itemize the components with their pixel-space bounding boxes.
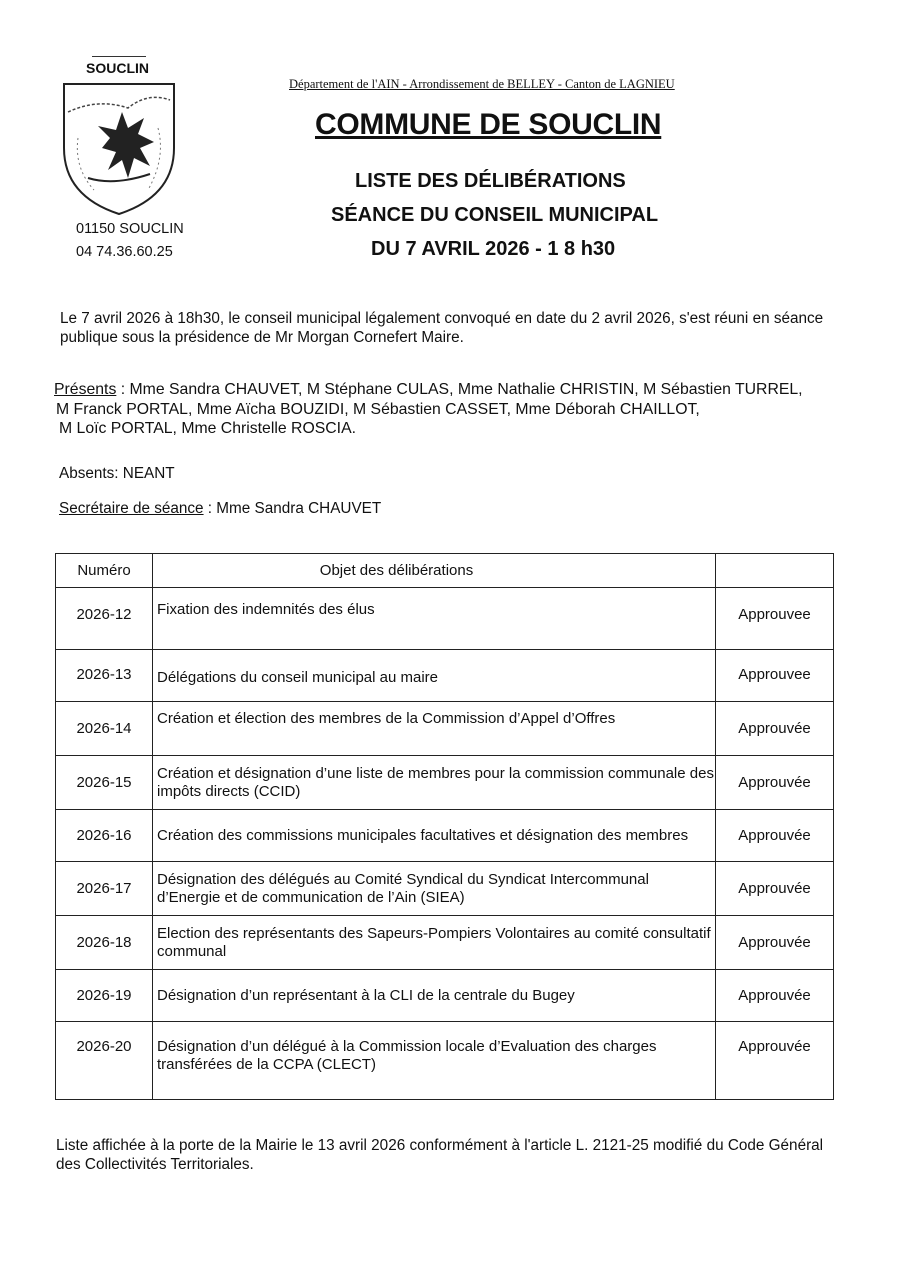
row-number: 2026-16 bbox=[56, 810, 153, 862]
footer-line-2: des Collectivités Territoriales. bbox=[56, 1156, 254, 1173]
footer-line-1: Liste affichée à la porte de la Mairie le 13 avril 2026 conformément à l'article L. 2121-25 modifié du Code Général bbox=[56, 1137, 824, 1154]
table-row bbox=[56, 862, 834, 916]
row-object: Fixation des indemnités des élus bbox=[153, 588, 716, 650]
absents: Absents: NEANT bbox=[59, 465, 175, 482]
subtitle-date: DU 7 AVRIL 2026 - 1 8 h30 bbox=[371, 238, 616, 260]
row-object: Désignation d’un représentant à la CLI de la centrale du Bugey bbox=[153, 970, 716, 1022]
table-row bbox=[56, 756, 834, 810]
row-status: Approuvée bbox=[716, 916, 834, 970]
subtitle-session: SÉANCE DU CONSEIL MUNICIPAL bbox=[331, 204, 659, 226]
secretary-line bbox=[59, 499, 381, 518]
row-object: Création des commissions municipales facultatives et désignation des membres bbox=[153, 810, 716, 862]
row-number: 2026-14 bbox=[56, 702, 153, 756]
phone-number: 04 74.36.60.25 bbox=[76, 244, 173, 260]
row-number: 2026-20 bbox=[56, 1022, 153, 1100]
table-row bbox=[56, 650, 834, 702]
presents-line-3: M Loïc PORTAL, Mme Christelle ROSCIA. bbox=[59, 420, 356, 437]
row-status: Approuvee bbox=[716, 650, 834, 702]
row-number: 2026-12 bbox=[56, 588, 153, 650]
logo-rule bbox=[92, 56, 146, 57]
table-row bbox=[56, 588, 834, 650]
row-object: Désignation d’un délégué à la Commission locale d’Evaluation des charges transférées de la CCPA (CLECT) bbox=[153, 1022, 716, 1100]
row-status: Approuvée bbox=[716, 756, 834, 810]
subtitle-list: LISTE DES DÉLIBÉRATIONS bbox=[355, 170, 626, 192]
deliberations-table bbox=[55, 553, 834, 1100]
table-header-row bbox=[56, 554, 834, 588]
presents-names-1: : Mme Sandra CHAUVET, M Stéphane CULAS, Mme Nathalie CHRISTIN, M Sébastien TURREL, bbox=[116, 381, 803, 398]
row-number: 2026-18 bbox=[56, 916, 153, 970]
secretary-label: Secrétaire de séance bbox=[59, 500, 204, 517]
row-number: 2026-19 bbox=[56, 970, 153, 1022]
row-number: 2026-13 bbox=[56, 650, 153, 702]
coat-of-arms-icon bbox=[58, 78, 180, 218]
row-object: Désignation des délégués au Comité Syndical du Syndicat Intercommunal d’Energie et de communication de l’Ain (SIEA) bbox=[153, 862, 716, 916]
table-row bbox=[56, 810, 834, 862]
presents-label: Présents bbox=[54, 381, 117, 398]
row-object: Création et élection des membres de la Commission d’Appel d’Offres bbox=[153, 702, 716, 756]
header-number: Numéro bbox=[56, 554, 153, 588]
header-status bbox=[716, 554, 834, 588]
row-object: Création et désignation d’une liste de membres pour la commission communale des impôts directs (CCID) bbox=[153, 756, 716, 810]
page-title: COMMUNE DE SOUCLIN bbox=[315, 108, 662, 141]
header-object: Objet des délibérations bbox=[153, 554, 716, 588]
row-status: Approuvée bbox=[716, 1022, 834, 1100]
table-row bbox=[56, 916, 834, 970]
presents-line-1 bbox=[54, 380, 803, 399]
row-status: Approuvée bbox=[716, 862, 834, 916]
row-status: Approuvée bbox=[716, 702, 834, 756]
row-status: Approuvée bbox=[716, 810, 834, 862]
footer-notice bbox=[56, 1136, 856, 1174]
row-object: Election des représentants des Sapeurs-Pompiers Volontaires au comité consultatif communal bbox=[153, 916, 716, 970]
intro-line-1: Le 7 avril 2026 à 18h30, le conseil municipal légalement convoqué en date du 2 avril 2026, s'est réuni en séance bbox=[60, 310, 824, 327]
postal-address: 01150 SOUCLIN bbox=[76, 221, 184, 237]
table-row bbox=[56, 702, 834, 756]
department-line: Département de l'AIN - Arrondissement de BELLEY - Canton de LAGNIEU bbox=[289, 77, 675, 91]
row-object: Délégations du conseil municipal au maire bbox=[153, 650, 716, 702]
row-status: Approuvée bbox=[716, 970, 834, 1022]
row-status: Approuvee bbox=[716, 588, 834, 650]
table-row bbox=[56, 970, 834, 1022]
row-number: 2026-17 bbox=[56, 862, 153, 916]
intro-line-2: publique sous la présidence de Mr Morgan Cornefert Maire. bbox=[60, 329, 464, 346]
row-number: 2026-15 bbox=[56, 756, 153, 810]
secretary-value: : Mme Sandra CHAUVET bbox=[203, 500, 382, 517]
presents-line-2: M Franck PORTAL, Mme Aïcha BOUZIDI, M Sébastien CASSET, Mme Déborah CHAILLOT, bbox=[56, 401, 700, 418]
logo-name: SOUCLIN bbox=[86, 60, 149, 76]
table-row bbox=[56, 1022, 834, 1100]
